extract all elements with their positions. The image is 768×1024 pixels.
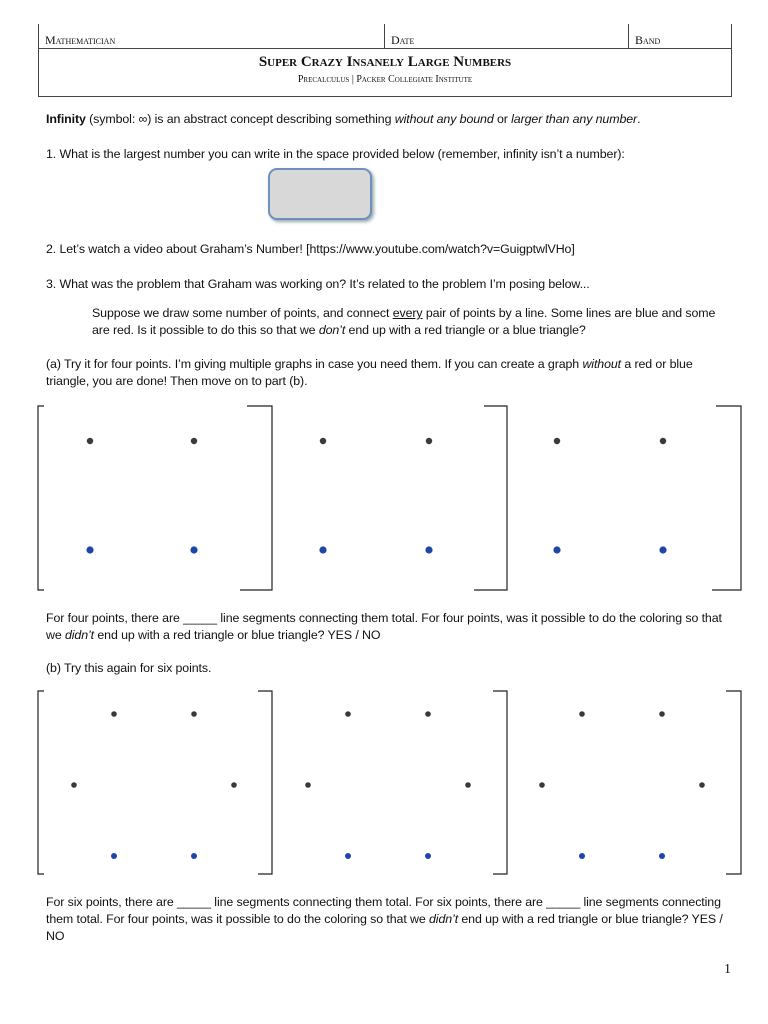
four-point-graph-1[interactable] bbox=[38, 406, 272, 590]
part-b-instructions: (b) Try this again for six points. bbox=[46, 661, 212, 675]
six-point-graph-3[interactable] bbox=[539, 691, 741, 874]
graph-point[interactable] bbox=[231, 782, 237, 788]
graph-point[interactable] bbox=[191, 853, 197, 859]
intro-text: (symbol: ∞) is an abstract concept describing something bbox=[85, 112, 395, 126]
mathematician-field[interactable]: Mathematician bbox=[39, 24, 385, 48]
four-points-question bbox=[46, 610, 736, 644]
four-points-emphasis: didn’t bbox=[64, 628, 95, 642]
infinity-definition bbox=[46, 111, 736, 128]
graph-point[interactable] bbox=[425, 546, 432, 553]
graph-point[interactable] bbox=[319, 546, 326, 553]
date-field[interactable]: Date bbox=[385, 24, 629, 48]
graph-point[interactable] bbox=[579, 853, 585, 859]
four-point-graphs bbox=[0, 398, 768, 598]
intro-emphasis: larger than any number bbox=[511, 112, 638, 126]
graph-point[interactable] bbox=[425, 711, 431, 717]
graph-point[interactable] bbox=[425, 853, 431, 859]
bracket-right bbox=[240, 406, 272, 590]
bracket-right bbox=[493, 691, 507, 874]
question-3: 3. What was the problem that Graham was working on? It’s related to the problem I’m posing below... bbox=[46, 277, 590, 291]
six-points-question bbox=[46, 894, 736, 945]
problem-underline: every bbox=[392, 306, 423, 320]
graph-point[interactable] bbox=[659, 711, 665, 717]
graph-point[interactable] bbox=[111, 853, 117, 859]
worksheet-header bbox=[38, 24, 732, 97]
graph-point[interactable] bbox=[659, 853, 665, 859]
header-info-row bbox=[39, 24, 731, 49]
graph-point[interactable] bbox=[111, 711, 117, 717]
six-point-graph-2[interactable] bbox=[305, 691, 507, 874]
four-points-text: For four points, there are _____ line segments connecting them total. For four points, was it possible to do the coloring so that we bbox=[46, 611, 722, 642]
intro-text: or bbox=[493, 112, 512, 126]
four-point-graph-2[interactable] bbox=[319, 406, 507, 590]
graph-point[interactable] bbox=[465, 782, 471, 788]
six-points-text: end up with a red triangle or blue triangle? YES / NO bbox=[46, 912, 723, 943]
graph-point[interactable] bbox=[345, 711, 351, 717]
problem-text: pair of points by a line. Some lines are blue and some are red. Is it possible to do this so that we bbox=[92, 306, 716, 337]
worksheet-subtitle: Precalculus | Packer Collegiate Institute bbox=[297, 74, 473, 85]
graph-point[interactable] bbox=[71, 782, 77, 788]
intro-emphasis: without any bound bbox=[394, 112, 494, 126]
graph-point[interactable] bbox=[579, 711, 585, 717]
problem-text: Suppose we draw some number of points, and connect bbox=[92, 306, 393, 320]
graph-point[interactable] bbox=[190, 546, 197, 553]
problem-statement bbox=[92, 305, 732, 339]
graph-point[interactable] bbox=[539, 782, 545, 788]
graph-point[interactable] bbox=[660, 438, 666, 444]
bracket-left bbox=[38, 691, 44, 874]
part-a-text: a red or blue triangle, you are done! Then move on to part (b). bbox=[46, 357, 693, 388]
question-2: 2. Let’s watch a video about Graham’s Number! [https://www.youtube.com/watch?v=GuigptwlVHo] bbox=[46, 242, 575, 256]
six-point-graphs bbox=[0, 684, 768, 880]
graph-point[interactable] bbox=[86, 546, 93, 553]
bracket-right bbox=[712, 406, 741, 590]
graph-point[interactable] bbox=[553, 546, 560, 553]
page-number: 1 bbox=[724, 962, 731, 977]
graph-point[interactable] bbox=[191, 711, 197, 717]
part-a-instructions bbox=[46, 356, 736, 390]
six-points-text: For six points, there are _____ line segments connecting them total. For six points, there are _____ line segments connecting them total. For four points, was it possible to do the coloring so that we bbox=[46, 895, 721, 926]
part-a-emphasis: without bbox=[582, 357, 621, 371]
graph-point[interactable] bbox=[320, 438, 326, 444]
largest-number-answer-box[interactable] bbox=[268, 168, 372, 220]
infinity-term: Infinity bbox=[46, 112, 86, 126]
band-field[interactable]: Band bbox=[635, 33, 661, 47]
part-a-text: (a) Try it for four points. I’m giving multiple graphs in case you need them. If you can create a graph bbox=[46, 357, 583, 371]
four-points-text: end up with a red triangle or blue triangle? YES / NO bbox=[94, 628, 381, 642]
graph-point[interactable] bbox=[554, 438, 560, 444]
bracket-right bbox=[726, 691, 741, 874]
six-points-emphasis: didn’t bbox=[429, 912, 459, 926]
bracket-left bbox=[38, 406, 44, 590]
graph-point[interactable] bbox=[699, 782, 705, 788]
question-1: 1. What is the largest number you can write in the space provided below (remember, infinity isn’t a number): bbox=[46, 147, 625, 161]
graph-point[interactable] bbox=[426, 438, 432, 444]
graph-point[interactable] bbox=[87, 438, 93, 444]
graph-point[interactable] bbox=[305, 782, 311, 788]
graph-point[interactable] bbox=[345, 853, 351, 859]
bracket-right bbox=[258, 691, 272, 874]
problem-text: end up with a red triangle or a blue triangle? bbox=[345, 323, 586, 337]
six-point-graph-1[interactable] bbox=[38, 691, 272, 874]
worksheet-title: Super Crazy Insanely Large Numbers bbox=[258, 54, 512, 70]
four-point-graph-3[interactable] bbox=[553, 406, 741, 590]
problem-emphasis: don’t bbox=[318, 323, 346, 337]
bracket-right bbox=[474, 406, 507, 590]
graph-point[interactable] bbox=[659, 546, 666, 553]
intro-text: . bbox=[637, 112, 641, 126]
graph-point[interactable] bbox=[191, 438, 197, 444]
